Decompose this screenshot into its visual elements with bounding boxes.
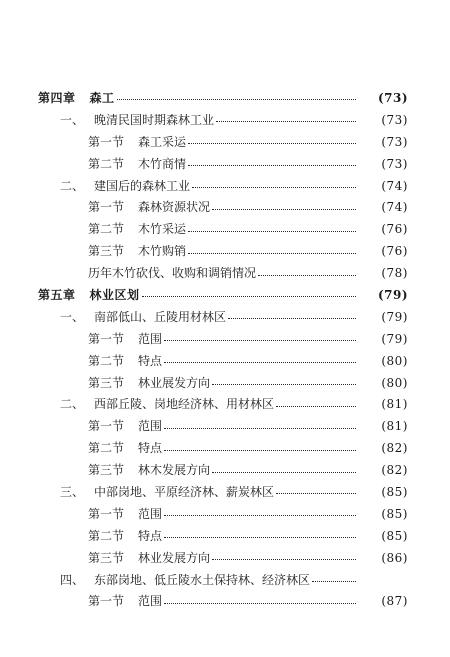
dot-leader [188, 231, 356, 232]
toc-entry-title: 特点 [138, 441, 163, 456]
toc-entry [0, 284, 450, 306]
dot-leader [192, 187, 356, 188]
toc-entry-number: 第一节 [88, 506, 125, 521]
toc-entry-number: 第三节 [88, 463, 125, 478]
toc-entry-title: 特点 [138, 353, 163, 368]
toc-entry-text [88, 441, 162, 455]
dot-leader [258, 275, 356, 276]
toc-entry-number: 四、 [60, 572, 85, 587]
toc-entry [0, 328, 450, 350]
toc-entry-page: (85) [381, 528, 408, 543]
toc-entry-number: 第四章 [38, 90, 76, 105]
toc-entry [0, 459, 450, 481]
toc-entry-number: 三、 [60, 484, 85, 499]
toc-entry-number: 第二节 [88, 441, 125, 456]
toc-entry [0, 503, 450, 525]
toc-entry-title: 森工 [89, 90, 115, 105]
toc-entry [0, 350, 450, 372]
toc-entry-title: 东部岗地、低丘陵水土保持林、经济林区 [94, 572, 311, 587]
toc-entry-text [88, 135, 186, 149]
toc-entry-title: 森林资源状况 [138, 200, 211, 215]
toc-entry [0, 415, 450, 437]
dot-leader [164, 515, 356, 516]
toc-entry-title: 木竹购销 [138, 244, 187, 259]
toc-entry-title: 范围 [138, 419, 163, 434]
toc-entry-text [60, 310, 226, 324]
toc-entry [0, 109, 450, 131]
toc-entry-page: (73) [377, 90, 408, 105]
toc-entry-text [60, 485, 274, 499]
dot-leader [312, 581, 356, 582]
toc-entry-text [88, 376, 210, 390]
toc-entry-text [88, 244, 186, 258]
toc-entry-number: 第三节 [88, 550, 125, 565]
toc-entry-number: 第三节 [88, 244, 125, 259]
dot-leader [188, 165, 356, 166]
toc-entry-text [88, 354, 162, 368]
toc-entry-text [60, 573, 310, 587]
toc-entry [0, 196, 450, 218]
toc-entry-text [88, 463, 210, 477]
toc-entry-number: 第二节 [88, 156, 125, 171]
toc-entry-text [88, 419, 162, 433]
toc-entry-page: (85) [381, 506, 408, 521]
toc-entry-text [88, 266, 256, 280]
toc-entry-title: 西部丘陵、岗地经济林、用材林区 [94, 397, 275, 412]
toc-entry-title: 木竹商情 [138, 156, 187, 171]
toc-entry-title: 范围 [138, 331, 163, 346]
toc-entry [0, 393, 450, 415]
toc-entry-page: (79) [377, 287, 408, 302]
toc-entry [0, 131, 450, 153]
toc-entry-page: (85) [381, 484, 408, 499]
toc-entry [0, 262, 450, 284]
toc-entry [0, 175, 450, 197]
toc-entry-number: 二、 [60, 178, 85, 193]
toc-entry-number: 第一节 [88, 419, 125, 434]
toc-entry-number: 第一节 [88, 134, 125, 149]
toc-entry [0, 569, 450, 591]
toc-entry-title: 林业发展方向 [138, 550, 211, 565]
toc-entry-number: 第五章 [38, 287, 76, 302]
toc-entry-page: (79) [381, 309, 408, 324]
toc-entry [0, 590, 450, 612]
toc-entry-page: (76) [381, 244, 408, 259]
toc-entry-title: 历年木竹砍伐、收购和调销情况 [88, 266, 257, 281]
toc-entry-page: (73) [381, 156, 408, 171]
toc-entry [0, 547, 450, 569]
toc-entry-number: 第二节 [88, 222, 125, 237]
dot-leader [164, 450, 356, 451]
toc-entry-page: (81) [381, 397, 408, 412]
toc-entry-text [88, 507, 162, 521]
toc-entry-title: 木竹采运 [138, 222, 187, 237]
toc-entry-number: 第二节 [88, 353, 125, 368]
toc-entry-number: 第一节 [88, 594, 125, 609]
toc-entry [0, 525, 450, 547]
toc-entry-number: 二、 [60, 397, 85, 412]
toc-entry-page: (81) [381, 419, 408, 434]
toc-entry-page: (80) [381, 375, 408, 390]
dot-leader [164, 340, 356, 341]
toc-entry-text [38, 91, 115, 105]
dot-leader [276, 406, 356, 407]
dot-leader [216, 121, 356, 122]
toc-entry-number: 第三节 [88, 375, 125, 390]
toc-entry-page: (74) [381, 178, 408, 193]
dot-leader [164, 603, 356, 604]
dot-leader [164, 362, 356, 363]
toc-entry-text [88, 332, 162, 346]
toc-entry-title: 范围 [138, 594, 163, 609]
toc-entry-page: (82) [381, 441, 408, 456]
toc-entry-page: (80) [381, 353, 408, 368]
toc-entry-title: 特点 [138, 528, 163, 543]
toc-entry-page: (73) [381, 112, 408, 127]
toc-entry [0, 153, 450, 175]
dot-leader [212, 209, 356, 210]
dot-leader [212, 384, 356, 385]
toc-entry-text [60, 179, 190, 193]
dot-leader [212, 559, 356, 560]
toc-entry [0, 372, 450, 394]
toc-entry-text [38, 288, 140, 302]
toc-entry-number: 第一节 [88, 200, 125, 215]
dot-leader [142, 296, 356, 297]
toc-entry-text [60, 113, 214, 127]
toc-entry-title: 中部岗地、平原经济林、薪炭林区 [94, 484, 275, 499]
toc-entry [0, 87, 450, 109]
toc-entry-text [88, 222, 186, 236]
dot-leader [164, 537, 356, 538]
toc-entry-page: (86) [381, 550, 408, 565]
toc-entry [0, 218, 450, 240]
dot-leader [228, 318, 356, 319]
toc-entry-text [88, 594, 162, 608]
toc-entry-text [88, 551, 210, 565]
toc-entry-title: 范围 [138, 506, 163, 521]
toc-entry-text [60, 397, 274, 411]
toc-entry-title: 建国后的森林工业 [94, 178, 191, 193]
dot-leader [212, 472, 356, 473]
toc-entry-text [88, 157, 186, 171]
toc-entry [0, 437, 450, 459]
toc-entry-text [88, 200, 210, 214]
toc-entry-page: (76) [381, 222, 408, 237]
toc-entry-page: (87) [381, 594, 408, 609]
toc-entry-text [88, 529, 162, 543]
dot-leader [164, 428, 356, 429]
toc-entry-page: (73) [381, 134, 408, 149]
dot-leader [188, 143, 356, 144]
toc-entry [0, 240, 450, 262]
table-of-contents [0, 87, 450, 612]
toc-entry-title: 林木发展方向 [138, 463, 211, 478]
toc-entry-page: (79) [381, 331, 408, 346]
toc-entry-number: 一、 [60, 112, 85, 127]
toc-entry-title: 林业展发方向 [138, 375, 211, 390]
toc-entry-page: (74) [381, 200, 408, 215]
toc-entry [0, 481, 450, 503]
toc-entry-title: 林业区划 [89, 287, 140, 302]
dot-leader [188, 253, 356, 254]
dot-leader [276, 493, 356, 494]
toc-entry-title: 晚清民国时期森林工业 [94, 112, 215, 127]
toc-entry-title: 南部低山、丘陵用材林区 [94, 309, 227, 324]
toc-entry-number: 第二节 [88, 528, 125, 543]
toc-entry-number: 第一节 [88, 331, 125, 346]
toc-entry [0, 306, 450, 328]
toc-entry-title: 森工采运 [138, 134, 187, 149]
toc-entry-page: (82) [381, 463, 408, 478]
toc-entry-page: (78) [381, 266, 408, 281]
toc-entry-number: 一、 [60, 309, 85, 324]
dot-leader [117, 99, 356, 100]
